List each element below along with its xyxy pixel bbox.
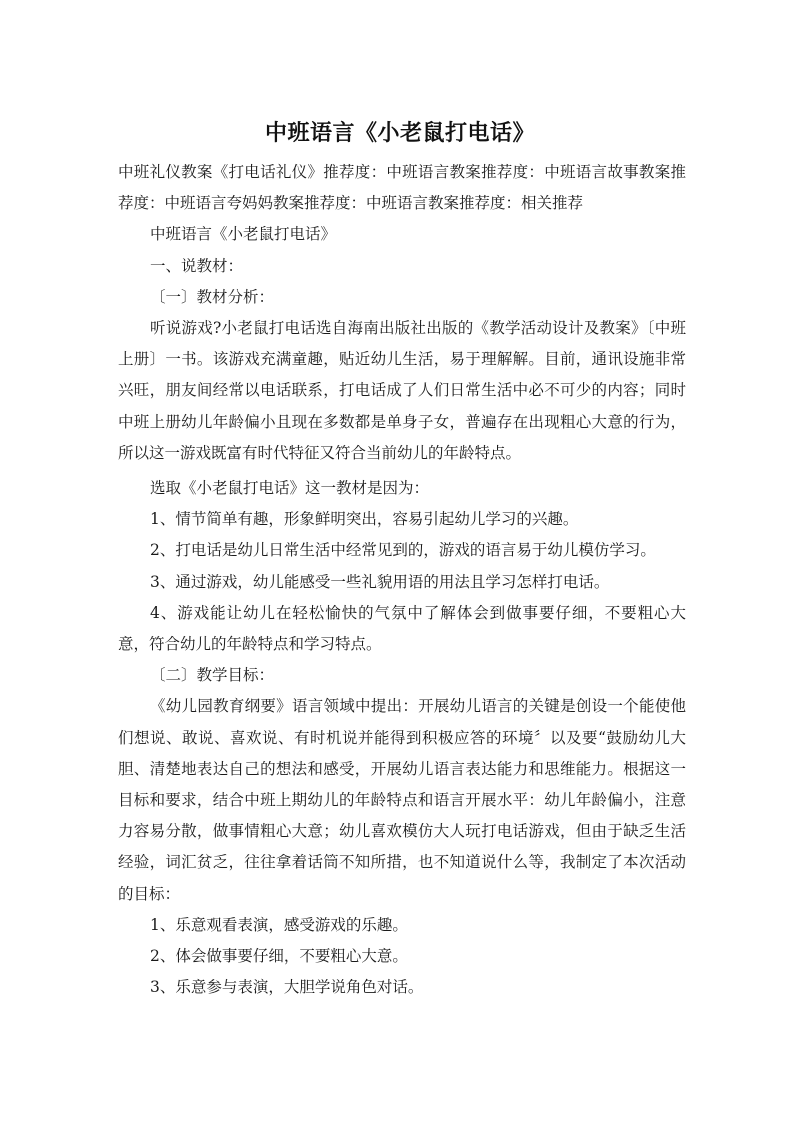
list-item-goal-2: 2、体会做事要仔细，不要粗心大意。	[150, 947, 408, 966]
list-item-goal-1: 1、乐意观看表演，感受游戏的乐趣。	[150, 915, 408, 934]
paragraph-subtitle: 中班语言《小老鼠打电话》	[150, 225, 337, 244]
list-item-reason-2: 2、打电话是幼儿日常生活中经常见到的，游戏的语言易于幼儿模仿学习。	[150, 541, 656, 560]
list-item-reason-3: 3、通过游戏，幼儿能感受一些礼貌用语的用法且学习怎样打电话。	[150, 572, 610, 591]
paragraph-reason-intro: 选取《小老鼠打电话》这一教材是因为：	[150, 479, 430, 498]
heading-material-analysis: 〔一〕教材分析：	[150, 287, 275, 306]
heading-teaching-goals: 〔二〕教学目标：	[150, 666, 275, 685]
list-item-reason-4: 4、游戏能让幼儿在轻松愉快的气氛中了解体会到做事要仔细，不要粗心大意，符合幼儿的年龄特点和学习特点。	[118, 603, 686, 654]
paragraph-recommendations: 中班礼仪教案《打电话礼仪》推荐度：中班语言教案推荐度：中班语言故事教案推荐度：中班语言夸妈妈教案推荐度：中班语言教案推荐度：相关推荐	[118, 163, 686, 213]
list-item-reason-1: 1、情节简单有趣，形象鲜明突出，容易引起幼儿学习的兴趣。	[150, 510, 579, 529]
heading-section-one: 一、说教材：	[150, 256, 244, 275]
document-body	[118, 157, 686, 1003]
document-title: 中班语言《小老鼠打电话》	[264, 121, 535, 146]
paragraph-material-analysis: 听说游戏?小老鼠打电话选自海南出版社出版的《教学活动设计及教案》〔中班上册〕一书。该游戏充满童趣，贴近幼儿生活，易于理解解。目前，通讯设施非常兴旺，朋友间经常以电话联系，打电话成了人们日常生活中必不可少的内容；同时中班上册幼儿年龄偏小且现在多数都是单身子女，普遍存在出现粗心大意的行为，所以这一游戏既富有时代特征又符合当前幼儿的年龄特点。	[118, 319, 686, 462]
paragraph-teaching-goals: 《幼儿园教育纲要》语言领域中提出：开展幼儿语言的关键是创设一个能使他们想说、敢说、喜欢说、有时机说并能得到积极应答的环境〞以及要“鼓励幼儿大胆、清楚地表达自己的想法和感受，开展幼儿语言表达能力和思维能力。根据这一目标和要求，结合中班上期幼儿的年龄特点和语言开展水平：幼儿年龄偏小，注意力容易分散，做事情粗心大意；幼儿喜欢模仿大人玩打电话游戏，但由于缺乏生活经验，词汇贫乏，往往拿着话筒不知所措，也不知道说什么等，我制定了本次活动的目标：	[118, 697, 686, 903]
list-item-goal-3: 3、乐意参与表演，大胆学说角色对话。	[150, 978, 424, 997]
